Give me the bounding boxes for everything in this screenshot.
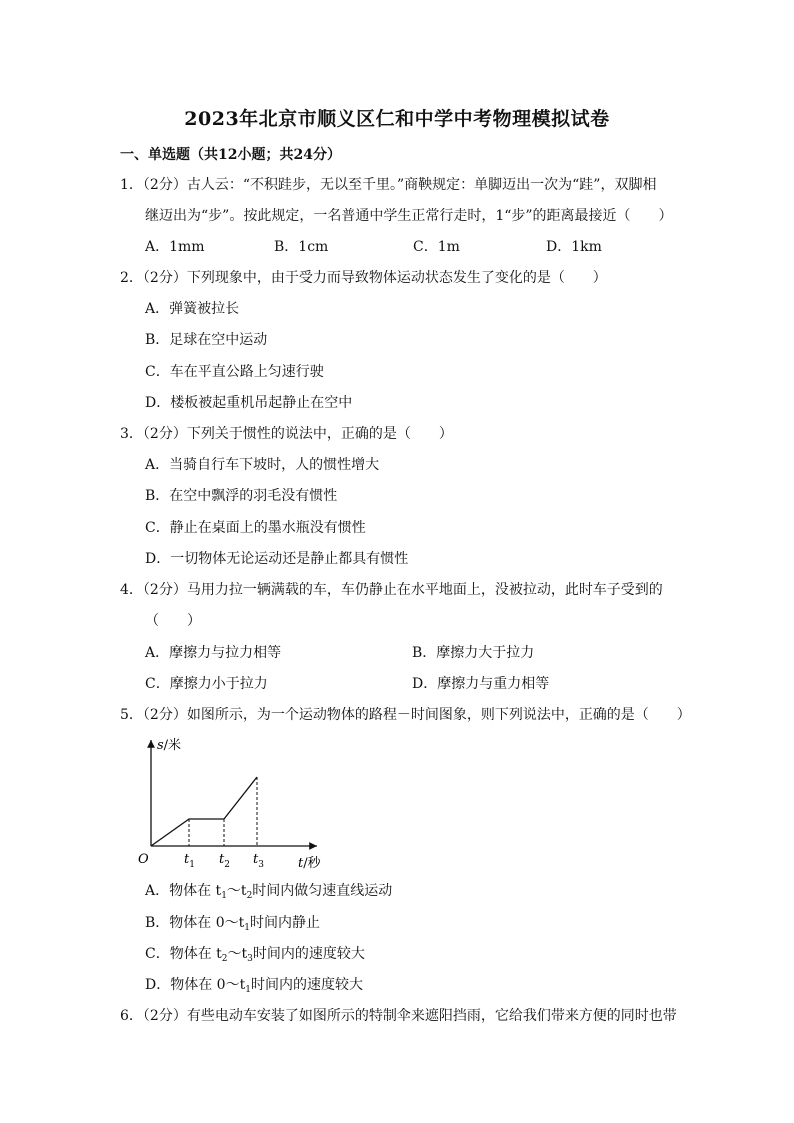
q5-stem: 5．（2分）如图所示，为一个运动物体的路程－时间图象，则下列说法中，正确的是（ ） <box>120 707 691 723</box>
q2-option-b: B．足球在空中运动 <box>145 332 268 348</box>
q3-option-a: A．当骑自行车下坡时，人的惯性增大 <box>145 457 380 473</box>
q3-option-d: D．一切物体无论运动还是静止都具有惯性 <box>145 551 409 567</box>
origin-label: O <box>138 852 149 867</box>
q3-option-c: C．静止在桌面上的墨水瓶没有惯性 <box>145 520 366 536</box>
q5-option-d: D．物体在 $0\sim t_1$时间内的速度较大 <box>145 977 363 995</box>
exam-title: 2023年北京市顺义区仁和中学中考物理模拟试卷 <box>184 108 610 130</box>
q1-stem-line-1: 1．（2分）古人云：“不积跬步，无以至千里。”商鞅规定：单脚迈出一次为“跬”，双脚相 <box>120 177 657 193</box>
q3-stem: 3．（2分）下列关于惯性的说法中，正确的是（ ） <box>120 426 453 442</box>
q4-stem-line-1: 4．（2分）马用力拉一辆满载的车，车仍静止在水平地面上，没被拉动，此时车子受到的 <box>120 582 663 598</box>
q2-option-d: D．楼板被起重机吊起静止在空中 <box>145 395 353 411</box>
distance-time-graph <box>133 732 333 872</box>
q1-option-a: A．1mm <box>145 239 205 255</box>
q2-stem: 2．（2分）下列现象中，由于受力而导致物体运动状态发生了变化的是（ ） <box>120 270 607 286</box>
q4-stem-line-2: （ ） <box>145 613 201 629</box>
q4-option-a: A．摩擦力与拉力相等 <box>145 645 282 661</box>
q1-option-b: B．1cm <box>274 239 329 255</box>
q1-stem-line-2: 继迈出为“步”。按此规定，一名普通中学生正常行走时，1“步”的距离最接近（ ） <box>145 208 673 224</box>
q3-option-b: B．在空中飘浮的羽毛没有惯性 <box>145 488 338 504</box>
q5-option-a: A．物体在 $t_1\sim t_2$时间内做匀速直线运动 <box>145 883 393 901</box>
x-axis-label: t/秒 <box>298 856 321 871</box>
s-t-curve <box>151 777 257 846</box>
tick-t2: $t_2$ <box>219 852 230 870</box>
q4-option-d: D．摩擦力与重力相等 <box>412 676 550 692</box>
section-heading: 一、单选题（共12小题；共24分） <box>120 147 341 163</box>
q6-stem: 6．（2分）有些电动车安装了如图所示的特制伞来遮阳挡雨，它给我们带来方便的同时也带 <box>120 1008 677 1024</box>
q2-option-c: C．车在平直公路上匀速行驶 <box>145 364 324 380</box>
q1-option-c: C．1m <box>413 239 460 255</box>
q2-option-a: A．弹簧被拉长 <box>145 301 240 317</box>
q5-option-c: C．物体在 $t_2\sim t_3$时间内的速度较大 <box>145 946 365 964</box>
q4-option-b: B．摩擦力大于拉力 <box>412 645 535 661</box>
q5-option-b: B．物体在 $0\sim t_1$时间内静止 <box>145 915 321 933</box>
y-axis-label: s/米 <box>157 738 182 753</box>
q4-option-c: C．摩擦力小于拉力 <box>145 676 268 692</box>
tick-t1: $t_1$ <box>184 852 195 870</box>
q1-option-d: D．1km <box>546 239 602 255</box>
tick-t3: $t_3$ <box>253 852 264 870</box>
